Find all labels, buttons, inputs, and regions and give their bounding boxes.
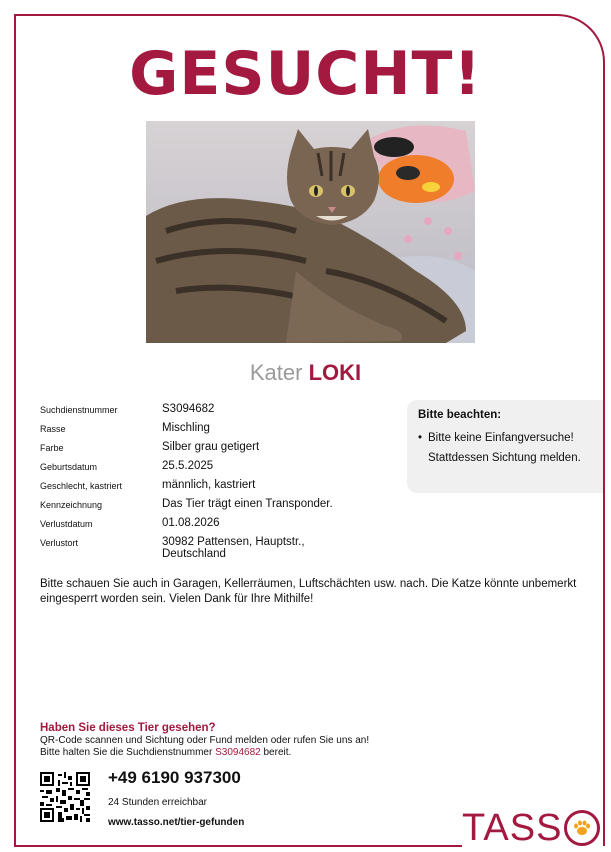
detail-row: [40, 517, 400, 536]
notice-title: Bitte beachten:: [418, 409, 502, 421]
detail-value: männlich, kastriert: [162, 479, 256, 491]
notice-item: [418, 428, 593, 468]
detail-value: 25.5.2025: [162, 460, 214, 472]
pet-name-prefix: Kater: [249, 360, 303, 385]
detail-value: S3094682: [162, 403, 215, 415]
detail-label: Kennzeichnung: [40, 500, 103, 510]
sighting-reminder: [40, 747, 369, 759]
cat-photo: [146, 121, 475, 343]
detail-label: Suchdienstnummer: [40, 405, 118, 415]
detail-label: Verlustdatum: [40, 519, 93, 529]
detail-value: 01.08.2026: [162, 517, 220, 529]
pet-name: [0, 360, 611, 386]
detail-value: Silber grau getigert: [162, 441, 260, 453]
search-number: S3094682: [215, 747, 261, 758]
sighting-section: [40, 722, 369, 759]
headline: GESUCHT!: [129, 39, 482, 109]
detail-label: Rasse: [40, 424, 66, 434]
phone-number[interactable]: +49 6190 937300: [108, 768, 241, 787]
details-table: [40, 403, 400, 560]
availability-text: 24 Stunden erreichbar: [108, 797, 207, 808]
logo-text: TASS: [462, 806, 563, 849]
contact-block: [108, 768, 244, 828]
sighting-question: Haben Sie dieses Tier gesehen?: [40, 722, 216, 734]
website-link[interactable]: www.tasso.net/tier-gefunden: [108, 817, 245, 828]
reminder-text-end: bereit.: [263, 747, 292, 758]
detail-value-line: 30982 Pattensen, Hauptstr.,: [162, 536, 305, 548]
pet-name-value: LOKI: [308, 360, 362, 385]
detail-label: Verlustort: [40, 538, 79, 548]
sighting-instruction: QR-Code scannen und Sichtung oder Fund melden oder rufen Sie uns an!: [40, 735, 370, 746]
detail-value: Das Tier trägt einen Transponder.: [162, 498, 333, 510]
qr-code[interactable]: [40, 772, 90, 822]
detail-label: Geschlecht, kastriert: [40, 481, 123, 491]
reminder-text: Bitte halten Sie die Suchdienstnummer: [40, 747, 213, 758]
detail-label: Farbe: [40, 443, 64, 453]
detail-row: [40, 403, 400, 422]
detail-value-line: Deutschland: [162, 548, 226, 560]
tasso-logo: [462, 806, 600, 850]
notice-text: Bitte keine Einfangversuche! Stattdessen Sichtung melden.: [428, 432, 581, 464]
detail-row: [40, 498, 400, 517]
detail-row: [40, 479, 400, 498]
detail-row: [40, 460, 400, 479]
poster-frame-bottom: [14, 845, 462, 847]
detail-value: [162, 536, 305, 560]
detail-row: [40, 536, 400, 560]
detail-row: [40, 422, 400, 441]
notice-box: [407, 400, 603, 493]
detail-row: [40, 441, 400, 460]
info-paragraph: Bitte schauen Sie auch in Garagen, Kellerräumen, Luftschächten usw. nach. Die Katze könnte unbemerkt eingesperrt worden sein. Vielen Dank für Ihre Mithilfe!: [40, 578, 577, 605]
bullet-icon: •: [418, 432, 423, 444]
paw-icon: [564, 810, 600, 846]
detail-label: Geburtsdatum: [40, 462, 98, 472]
detail-value: Mischling: [162, 422, 210, 434]
